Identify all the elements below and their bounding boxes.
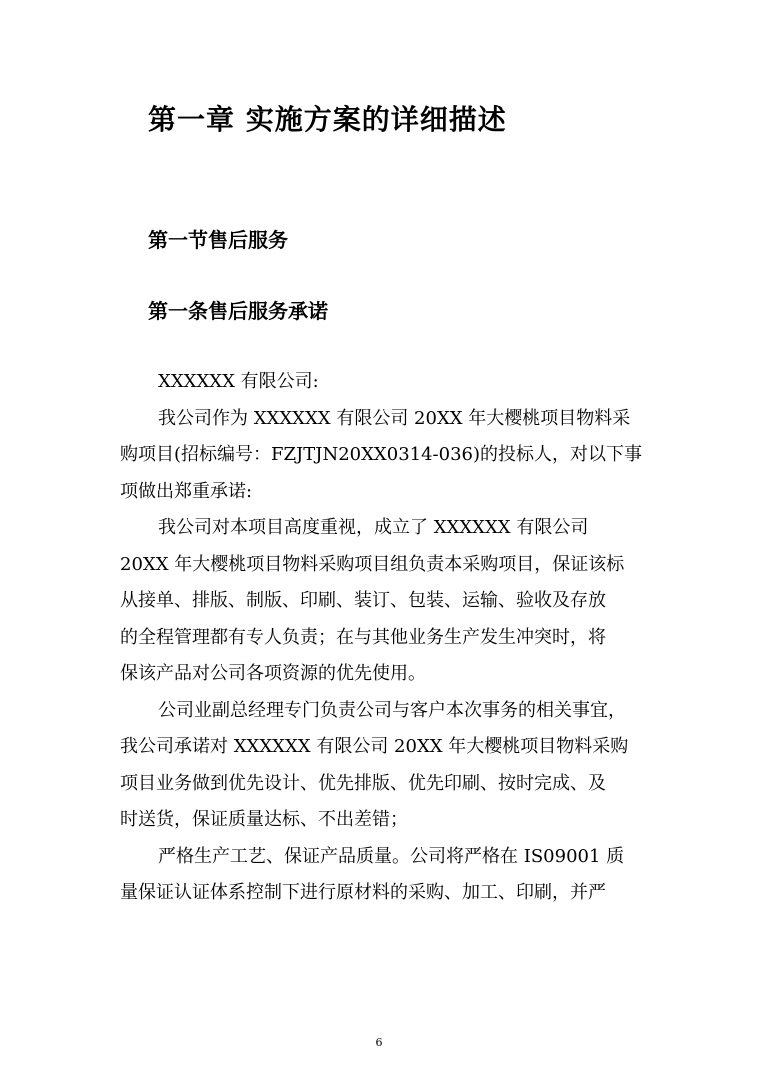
paragraph-line: 我公司作为 XXXXXX 有限公司 20XX 年大樱桃项目物料采 [158, 407, 631, 429]
section-title: 第一节售后服务 [148, 228, 288, 252]
paragraph-line: 保该产品对公司各项资源的优先使用。 [120, 663, 426, 684]
letter-salutation: XXXXXX 有限公司: [158, 371, 319, 392]
paragraph-line: 我公司承诺对 XXXXXX 有限公司 20XX 年大樱桃项目物料采购 [120, 736, 629, 757]
paragraph-line: 购项目(招标编号：FZJTJN20XX0314-036)的投标人，对以下事 [120, 444, 643, 465]
paragraph-line: 项目业务做到优先设计、优先排版、优先印刷、按时完成、及 [120, 772, 606, 794]
commitment-letter-body [120, 364, 650, 912]
paragraph-line: 从接单、排版、制版、印刷、装订、包装、运输、验收及存放 [120, 590, 606, 611]
chapter-title: 第一章 实施方案的详细描述 [148, 103, 507, 136]
article-title: 第一条售后服务承诺 [148, 299, 328, 323]
paragraph-line: 的全程管理都有专人负责；在与其他业务生产发生冲突时，将 [120, 626, 606, 648]
paragraph-line: 严格生产工艺、保证产品质量。公司将严格在 IS09001 质 [158, 845, 625, 867]
paragraph-line: 项做出郑重承诺: [120, 480, 253, 502]
page-number: 6 [375, 1036, 383, 1049]
paragraph-line: 20XX 年大樱桃项目物料采购项目组负责本采购项目，保证该标 [120, 553, 625, 575]
paragraph-line: 公司业副总经理专门负责公司与客户本次事务的相关事宜， [158, 699, 626, 721]
paragraph-line: 时送货，保证质量达标、不出差错； [120, 809, 408, 830]
paragraph-line: 量保证认证体系控制下进行原材料的采购、加工、印刷，并严 [120, 882, 606, 903]
paragraph-line: 我公司对本项目高度重视，成立了 XXXXXX 有限公司 [158, 517, 589, 538]
